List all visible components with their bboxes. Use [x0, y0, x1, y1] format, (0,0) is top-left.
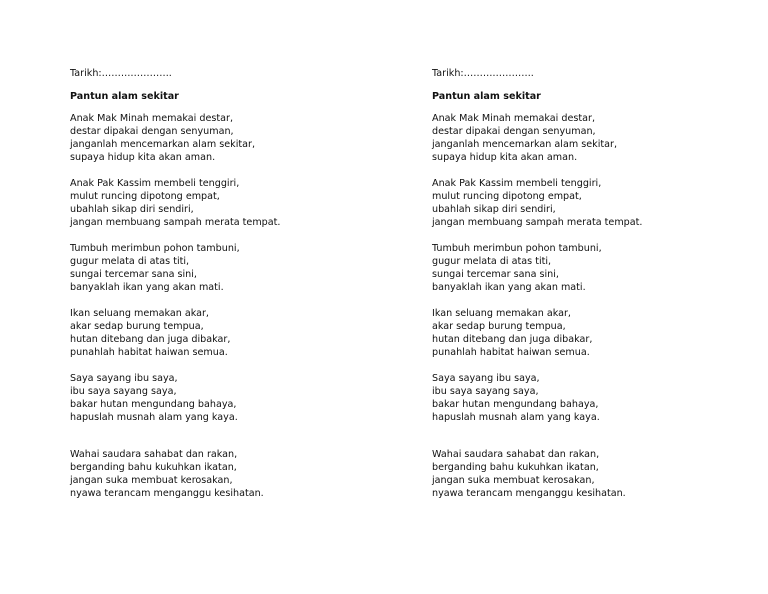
- poem-line: sungai tercemar sana sini,: [70, 269, 197, 280]
- poem-line: gugur melata di atas titi,: [70, 256, 190, 267]
- poem-line: Wahai saudara sahabat dan rakan,: [70, 449, 238, 460]
- stanza-4: [70, 307, 370, 359]
- stanza-6: [70, 448, 370, 500]
- stanza-5: [432, 372, 732, 424]
- stanza-1: [70, 112, 370, 164]
- poem-line: punahlah habitat haiwan semua.: [70, 347, 228, 358]
- poem-line: Tumbuh merimbun pohon tambuni,: [70, 243, 240, 254]
- stanza-6: [432, 448, 732, 500]
- date-label: Tarikh:………………….: [432, 68, 534, 79]
- poem-line: Anak Pak Kassim membeli tenggiri,: [70, 178, 240, 189]
- poem-line: jangan membuang sampah merata tempat.: [432, 217, 643, 228]
- poem-line: Ikan seluang memakan akar,: [432, 308, 571, 319]
- poem-line: sungai tercemar sana sini,: [432, 269, 559, 280]
- poem-line: Tumbuh merimbun pohon tambuni,: [432, 243, 602, 254]
- poem-line: Anak Mak Minah memakai destar,: [70, 113, 233, 124]
- stanza-4: [432, 307, 732, 359]
- poem-line: hapuslah musnah alam yang kaya.: [70, 412, 238, 423]
- stanza-3: [70, 242, 370, 294]
- poem-line: bakar hutan mengundang bahaya,: [70, 399, 237, 410]
- poem-line: nyawa terancam menganggu kesihatan.: [70, 488, 264, 499]
- poem-line: mulut runcing dipotong empat,: [70, 191, 220, 202]
- poem-line: Wahai saudara sahabat dan rakan,: [432, 449, 600, 460]
- poem-line: mulut runcing dipotong empat,: [432, 191, 582, 202]
- poem-line: ubahlah sikap diri sendiri,: [432, 204, 556, 215]
- poem-line: Saya sayang ibu saya,: [432, 373, 540, 384]
- poem-line: berganding bahu kukuhkan ikatan,: [432, 462, 599, 473]
- poem-line: banyaklah ikan yang akan mati.: [432, 282, 586, 293]
- poem-line: supaya hidup kita akan aman.: [70, 152, 216, 163]
- poem-line: jangan membuang sampah merata tempat.: [70, 217, 281, 228]
- poem-title: Pantun alam sekitar: [432, 91, 541, 102]
- poem-line: Anak Pak Kassim membeli tenggiri,: [432, 178, 602, 189]
- poem-line: ibu saya sayang saya,: [432, 386, 539, 397]
- worksheet-column-right: [432, 67, 732, 513]
- poem-line: janganlah mencemarkan alam sekitar,: [432, 139, 617, 150]
- stanza-3: [432, 242, 732, 294]
- date-label: Tarikh:………………….: [70, 68, 172, 79]
- poem-line: ubahlah sikap diri sendiri,: [70, 204, 194, 215]
- poem-line: supaya hidup kita akan aman.: [432, 152, 578, 163]
- poem-title: Pantun alam sekitar: [70, 91, 179, 102]
- poem-line: Ikan seluang memakan akar,: [70, 308, 209, 319]
- poem-line: gugur melata di atas titi,: [432, 256, 552, 267]
- poem-line: punahlah habitat haiwan semua.: [432, 347, 590, 358]
- stanza-1: [432, 112, 732, 164]
- poem-line: jangan suka membuat kerosakan,: [70, 475, 233, 486]
- stanza-2: [432, 177, 732, 229]
- poem-line: banyaklah ikan yang akan mati.: [70, 282, 224, 293]
- stanza-5: [70, 372, 370, 424]
- poem-line: Saya sayang ibu saya,: [70, 373, 178, 384]
- stanza-2: [70, 177, 370, 229]
- poem-line: Anak Mak Minah memakai destar,: [432, 113, 595, 124]
- poem-line: destar dipakai dengan senyuman,: [70, 126, 234, 137]
- poem-line: berganding bahu kukuhkan ikatan,: [70, 462, 237, 473]
- poem-line: nyawa terancam menganggu kesihatan.: [432, 488, 626, 499]
- poem-line: ibu saya sayang saya,: [70, 386, 177, 397]
- poem-line: janganlah mencemarkan alam sekitar,: [70, 139, 255, 150]
- poem-line: akar sedap burung tempua,: [70, 321, 204, 332]
- poem-line: bakar hutan mengundang bahaya,: [432, 399, 599, 410]
- worksheet-column-left: [70, 67, 370, 513]
- poem-line: jangan suka membuat kerosakan,: [432, 475, 595, 486]
- poem-line: hutan ditebang dan juga dibakar,: [70, 334, 231, 345]
- poem-line: hapuslah musnah alam yang kaya.: [432, 412, 600, 423]
- poem-line: hutan ditebang dan juga dibakar,: [432, 334, 593, 345]
- poem-line: akar sedap burung tempua,: [432, 321, 566, 332]
- poem-line: destar dipakai dengan senyuman,: [432, 126, 596, 137]
